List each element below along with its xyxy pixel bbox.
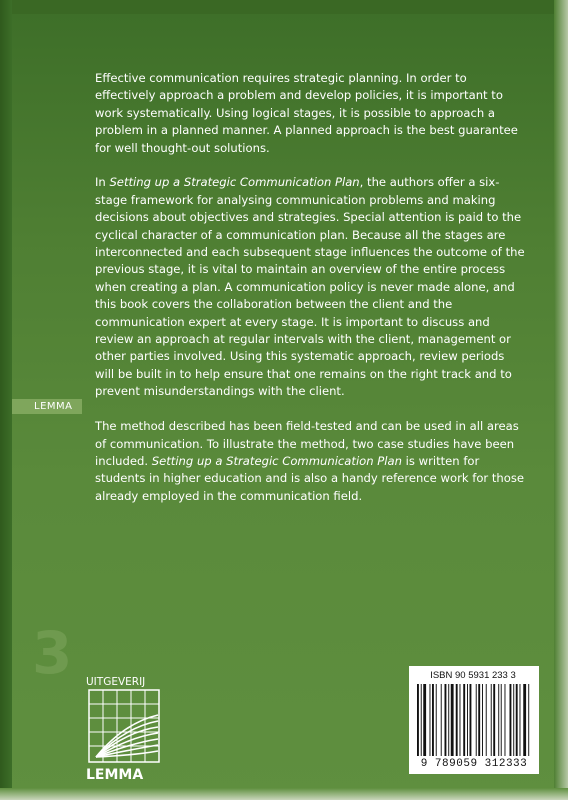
book-title-italic: Setting up a Strategic Communication Plan: [109, 175, 360, 190]
barcode-bar: [417, 684, 419, 756]
barcode-bar: [451, 684, 454, 756]
barcode-bar: [505, 684, 506, 756]
cover-edge-top: [0, 0, 568, 14]
barcode-bar: [478, 684, 480, 756]
barcode-bar: [523, 684, 526, 756]
paragraph-run: The method described has been field-tested and can be used in all areas of communication. To illustrate the method, two case studies have been included.: [95, 419, 519, 468]
paragraph-run: is written for students in higher education and is also a handy reference work for those already employed in the communication field.: [95, 453, 525, 503]
barcode-bar: [516, 684, 518, 756]
barcode-bar: [493, 684, 495, 756]
barcode-bar: [482, 684, 483, 756]
barcode-bar: [501, 684, 502, 756]
blurb-paragraph: [95, 70, 527, 157]
blurb-paragraph: [95, 174, 527, 400]
barcode-bar: [498, 684, 499, 756]
barcode-bar: [486, 684, 487, 756]
barcode-bar: [467, 684, 468, 756]
barcode-bar: [513, 684, 514, 756]
logo-top-text: UITGEVERIJ: [86, 676, 146, 688]
barcode-bar: [445, 684, 447, 756]
barcode-bar: [430, 684, 431, 756]
isbn-number: ISBN 90 5931 233 3: [430, 670, 516, 681]
barcode-bar: [436, 684, 437, 756]
barcode-bar: [441, 684, 442, 756]
book-title-italic: Setting up a Strategic Communication Plan: [151, 453, 402, 468]
paragraph-run: In: [95, 175, 110, 190]
barcode-bars: [417, 684, 531, 756]
paragraph-run: , the authors offer a six-stage framework for analysing communication problems and making decisions about objectives and strategies. Special attention is paid to the cyclical character of a communication plan. Because all the stages are interconnected and each subsequent stage influences the outcome of the previous stage, it is vital to maintain an overview of the entire process when creating a plan. A communication policy is never made alone, and this book covers the collaboration between the client and the communication expert at every stage. It is important to discuss and review an approach at regular intervals with the client, management or other parties involved. Using this systematic approach, review periods will be built in to help ensure that one remains on the right track and to prevent misunderstandings with the client.: [95, 175, 525, 399]
cover-edge-left: [0, 0, 12, 800]
publisher-logo: [86, 676, 166, 786]
blurb-text: [95, 70, 527, 523]
logo-grid-icon: [88, 689, 160, 763]
isbn-barcode: [409, 666, 539, 774]
blurb-paragraph: [95, 418, 527, 505]
barcode-bar: [470, 684, 472, 756]
barcode-bar: [520, 684, 521, 756]
spine-band-label: LEMMA: [34, 401, 73, 412]
paragraph-run: Effective communication requires strategic planning. In order to effectively approach a problem and develop policies, it is important to work systematically. Using logical stages, it is possible to approach a problem in a planned manner. A planned approach is the best guarantee for well thought-out solutions.: [95, 71, 518, 155]
ean-number: 9 789059 312333: [420, 758, 528, 770]
barcode-bar: [421, 684, 422, 756]
barcode-bar: [510, 684, 512, 756]
barcode-bar: [423, 684, 426, 756]
barcode-bar: [460, 684, 461, 756]
cover-edge-bottom: [0, 788, 568, 800]
barcode-bar: [476, 684, 477, 756]
barcode-bar: [528, 684, 529, 756]
logo-bottom-text: LEMMA: [86, 767, 144, 783]
barcode-bar: [463, 684, 465, 756]
barcode-bar: [432, 684, 434, 756]
barcode-bar: [456, 684, 458, 756]
barcode-bar: [448, 684, 449, 756]
barcode-bar: [491, 684, 492, 756]
series-number: 3: [32, 619, 73, 687]
cover-edge-right: [554, 0, 568, 800]
